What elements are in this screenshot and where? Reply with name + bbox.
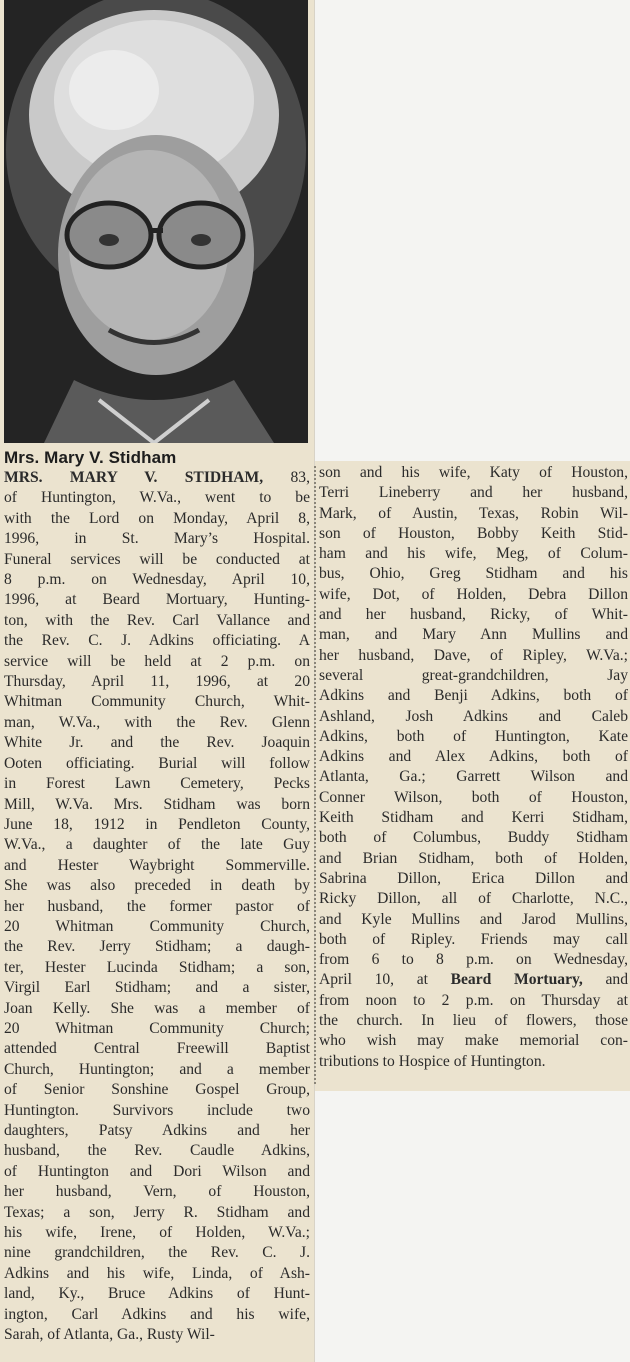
obituary-clipping-left	[0, 0, 314, 1362]
text-line: Texas; a son, Jerry R. Stidham and	[4, 1203, 310, 1221]
text-line: Adkins and Alex Adkins, both of	[319, 748, 628, 766]
text-line: and her husband, Ricky, of Whit-	[319, 606, 628, 624]
text-line: and Kyle Mullins and Jarod Mullins,	[319, 910, 628, 928]
text-line: of Huntington, W.Va., went to be	[4, 489, 310, 507]
text-line: Mark, of Austin, Texas, Robin Wil-	[319, 504, 628, 522]
text-line: bus, Ohio, Greg Stidham and his	[319, 565, 628, 583]
text-line: the Rev. Jerry Stidham; a daugh-	[4, 938, 310, 956]
text-line: with the Lord on Monday, April 8,	[4, 509, 310, 527]
text-line: nine grandchildren, the Rev. C. J.	[4, 1244, 310, 1262]
text-line: Ricky Dillon, all of Charlotte, N.C.,	[319, 890, 628, 908]
text-line: in Forest Lawn Cemetery, Pecks	[4, 775, 310, 793]
text-line: from 6 to 8 p.m. on Wednesday,	[319, 951, 628, 969]
text-line: Atlanta, Ga.; Garrett Wilson and	[319, 768, 628, 786]
text-line: her husband, Vern, of Houston,	[4, 1183, 310, 1201]
text-line: both of Ripley. Friends may call	[319, 930, 628, 948]
bold-text: Beard Mortuary,	[450, 971, 583, 989]
text-line: 1996, at Beard Mortuary, Hunting-	[4, 591, 310, 609]
text-line: Ooten officiating. Burial will follow	[4, 754, 310, 772]
text-line: W.Va., a daughter of the late Guy	[4, 836, 310, 854]
text-line: 1996, in St. Mary’s Hospital.	[4, 530, 310, 548]
text-segment: April 10, at	[319, 971, 451, 989]
text-line: the Rev. C. J. Adkins officiating. A	[4, 632, 310, 650]
bold-text: MRS. MARY V. STIDHAM,	[4, 469, 264, 486]
text-line: wife, Dot, of Holden, Debra Dillon	[319, 585, 628, 603]
text-line: of Huntington and Dori Wilson and	[4, 1162, 310, 1180]
text-line: Sarah, of Atlanta, Ga., Rusty Wil-	[4, 1326, 215, 1344]
text-line: his wife, Irene, of Holden, W.Va.;	[4, 1224, 310, 1242]
text-line: ter, Hester Lucinda Stidham; a son,	[4, 958, 310, 976]
text-line: son and his wife, Katy of Houston,	[319, 464, 628, 481]
text-line: man, and Mary Ann Mullins and	[319, 626, 628, 644]
portrait-photo	[4, 0, 308, 443]
photo-caption: Mrs. Mary V. Stidham	[4, 448, 177, 467]
text-line: Huntington. Survivors include two	[4, 1101, 310, 1119]
text-line: ton, with the Rev. Carl Vallance and	[4, 611, 310, 629]
text-line: and Brian Stidham, both of Holden,	[319, 849, 628, 867]
text-line: husband, the Rev. Caudle Adkins,	[4, 1142, 310, 1160]
text-segment: and	[582, 971, 628, 989]
text-line: She was also preceded in death by	[4, 877, 310, 895]
text-line: Funeral services will be conducted at	[4, 550, 310, 568]
text-line: ington, Carl Adkins and his wife,	[4, 1305, 310, 1323]
text-line: of Senior Sonshine Gospel Group,	[4, 1081, 310, 1099]
text-line: 8 p.m. on Wednesday, April 10,	[4, 571, 310, 589]
text-line: 20 Whitman Community Church;	[4, 1019, 310, 1037]
portrait-illustration	[4, 0, 308, 443]
text-line: her husband, Dave, of Ripley, W.Va.;	[319, 646, 628, 664]
text-line: Joan Kelly. She was a member of	[4, 999, 310, 1017]
text-line: June 18, 1912 in Pendleton County,	[4, 815, 310, 833]
text-segment: 83,	[263, 469, 311, 486]
text-line: son of Houston, Bobby Keith Stid-	[319, 524, 628, 542]
text-line: Adkins and Benji Adkins, both of	[319, 687, 628, 705]
text-line: tributions to Hospice of Huntington.	[319, 1052, 546, 1070]
text-line: Church, Huntington; and a member	[4, 1060, 310, 1078]
text-line: attended Central Freewill Baptist	[4, 1040, 310, 1058]
text-line: who wish may make memorial con-	[319, 1032, 628, 1050]
text-line: the church. In lieu of flowers, those	[319, 1012, 628, 1030]
text-line: Sabrina Dillon, Erica Dillon and	[319, 869, 628, 887]
text-line: 20 Whitman Community Church,	[4, 917, 310, 935]
text-line: Adkins, both of Huntington, Kate	[319, 727, 628, 745]
text-line: and Hester Waybright Sommerville.	[4, 856, 310, 874]
obituary-column-1	[4, 468, 310, 1345]
text-line	[4, 468, 310, 488]
text-line: Ashland, Josh Adkins and Caleb	[319, 707, 628, 725]
text-line: both of Columbus, Buddy Stidham	[319, 829, 628, 847]
text-line: Terri Lineberry and her husband,	[319, 484, 628, 502]
text-line	[319, 970, 628, 990]
text-line: service will be held at 2 p.m. on	[4, 652, 310, 670]
text-line: Adkins and his wife, Linda, of Ash-	[4, 1264, 310, 1282]
text-line: man, W.Va., with the Rev. Glenn	[4, 713, 310, 731]
text-line: daughters, Patsy Adkins and her	[4, 1122, 310, 1139]
text-line: Thursday, April 11, 1996, at 20	[4, 673, 310, 691]
text-line: Whitman Community Church, Whit-	[4, 693, 310, 711]
text-line: Mill, W.Va. Mrs. Stidham was born	[4, 795, 310, 813]
text-line: ham and his wife, Meg, of Colum-	[319, 545, 628, 563]
text-line: Conner Wilson, both of Houston,	[319, 788, 628, 806]
text-line: Keith Stidham and Kerri Stidham,	[319, 809, 628, 827]
text-line: from noon to 2 p.m. on Thursday at	[319, 991, 628, 1009]
obituary-column-2	[319, 463, 628, 1072]
text-line: White Jr. and the Rev. Joaquin	[4, 734, 310, 752]
text-line: Virgil Earl Stidham; and a sister,	[4, 979, 310, 997]
text-line: several great-grandchildren, Jay	[319, 666, 628, 684]
text-line: her husband, the former pastor of	[4, 897, 310, 915]
column-divider	[314, 466, 317, 1086]
text-line: land, Ky., Bruce Adkins of Hunt-	[4, 1285, 310, 1303]
